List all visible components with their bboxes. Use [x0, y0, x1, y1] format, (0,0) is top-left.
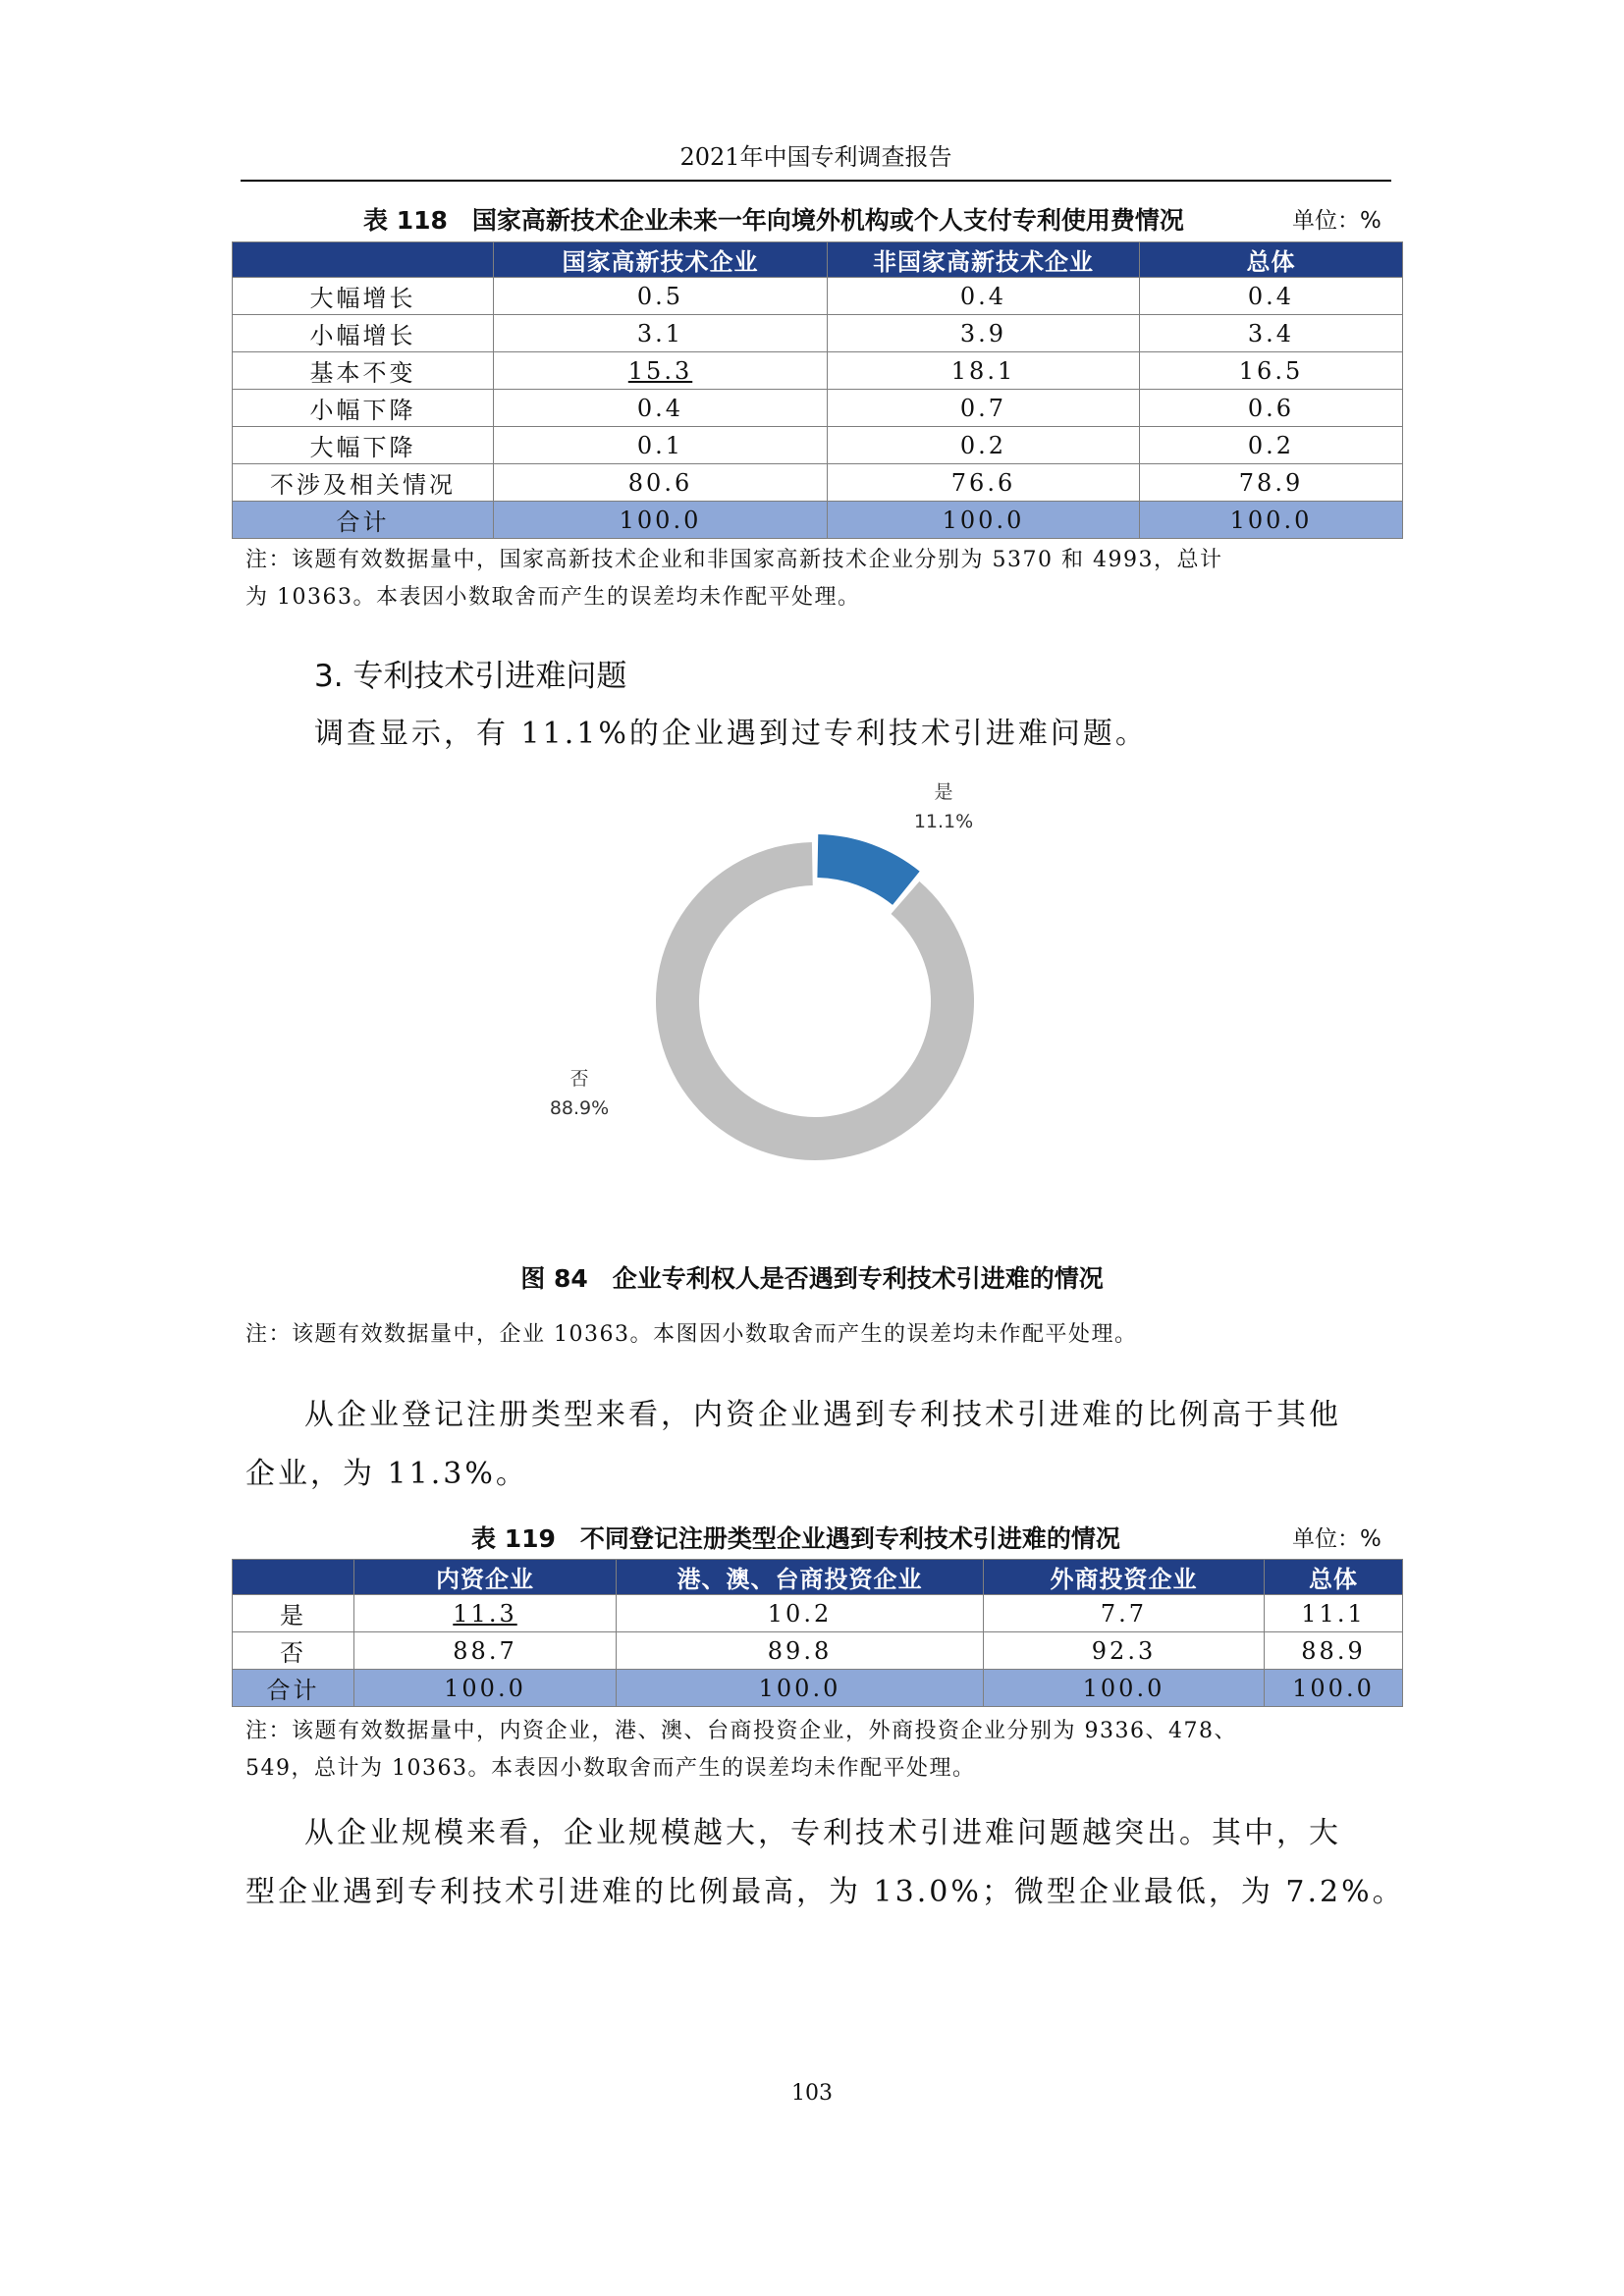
paragraph-enterprise-scale [245, 1804, 1404, 1922]
note-line: 为 10363。本表因小数取舍而产生的误差均未作配平处理。 [245, 585, 861, 610]
cell: 0.6 [1140, 390, 1403, 427]
table-118-col-2: 非国家高新技术企业 [828, 242, 1140, 278]
table-119-col-4: 总体 [1265, 1560, 1403, 1595]
table-118-col-3: 总体 [1140, 242, 1403, 278]
section-title: 3. 专利技术引进难问题 [314, 659, 627, 694]
table-118 [232, 241, 1403, 539]
cell: 100.0 [617, 1670, 984, 1707]
paragraph-line: 型企业遇到专利技术引进难的比例最高，为 13.0%；微型企业最低，为 7.2%。 [245, 1875, 1405, 1909]
cell: 92.3 [984, 1632, 1265, 1670]
figure-note: 注：该题有效数据量中，企业 10363。本图因小数取舍而产生的误差均未作配平处理。 [245, 1322, 1138, 1347]
table-row [233, 352, 1403, 390]
cell: 0.2 [828, 427, 1140, 464]
table-119-col-0 [233, 1560, 354, 1595]
table-row [233, 427, 1403, 464]
cell-underlined [354, 1595, 617, 1632]
header-rule [241, 180, 1391, 182]
table-row [233, 278, 1403, 315]
slice-value-no: 88.9% [549, 1097, 610, 1119]
cell: 0.7 [828, 390, 1140, 427]
cell: 0.1 [494, 427, 828, 464]
row-label: 基本不变 [233, 352, 494, 390]
table-119-col-1: 内资企业 [354, 1560, 617, 1595]
cell: 3.1 [494, 315, 828, 352]
donut-slice-no [656, 842, 974, 1160]
cell: 89.8 [617, 1632, 984, 1670]
row-label: 大幅增长 [233, 278, 494, 315]
cell: 18.1 [828, 352, 1140, 390]
cell: 100.0 [494, 502, 828, 539]
cell: 0.4 [828, 278, 1140, 315]
table-row [233, 464, 1403, 502]
table-119 [232, 1559, 1403, 1707]
table-119-header-row [233, 1560, 1403, 1595]
table-119-unit: 单位：% [1292, 1526, 1381, 1552]
cell: 78.9 [1140, 464, 1403, 502]
cell: 100.0 [1140, 502, 1403, 539]
cell: 3.4 [1140, 315, 1403, 352]
cell: 0.2 [1140, 427, 1403, 464]
paragraph-registration-type [245, 1386, 1404, 1504]
cell: 100.0 [354, 1670, 617, 1707]
cell: 76.6 [828, 464, 1140, 502]
table-row [233, 1632, 1403, 1670]
table-118-col-0 [233, 242, 494, 278]
row-label: 小幅下降 [233, 390, 494, 427]
cell: 100.0 [984, 1670, 1265, 1707]
cell: 16.5 [1140, 352, 1403, 390]
paragraph-line: 从企业规模来看，企业规模越大，专利技术引进难问题越突出。其中，大 [304, 1816, 1341, 1850]
page-number: 103 [791, 2081, 833, 2106]
slice-label-no: 否 [569, 1068, 589, 1090]
note-line: 注：该题有效数据量中，内资企业，港、澳、台商投资企业，外商投资企业分别为 9336、478、 [245, 1719, 1237, 1743]
cell: 0.4 [494, 390, 828, 427]
cell: 0.5 [494, 278, 828, 315]
page-header: 2021年中国专利调查报告 [679, 143, 952, 171]
row-label: 大幅下降 [233, 427, 494, 464]
table-row [233, 315, 1403, 352]
table-118-unit: 单位：% [1292, 208, 1381, 234]
paragraph-line: 企业，为 11.3%。 [245, 1457, 528, 1491]
slice-label-yes: 是 [934, 781, 953, 803]
note-line: 549，总计为 10363。本表因小数取舍而产生的误差均未作配平处理。 [245, 1756, 976, 1781]
table-row [233, 390, 1403, 427]
table-119-col-2: 港、澳、台商投资企业 [617, 1560, 984, 1595]
paragraph-line: 从企业登记注册类型来看，内资企业遇到专利技术引进难的比例高于其他 [304, 1398, 1341, 1432]
slice-value-yes: 11.1% [913, 811, 974, 832]
total-label: 合计 [233, 502, 494, 539]
table-118-note [245, 542, 1404, 616]
cell: 100.0 [1265, 1670, 1403, 1707]
total-label: 合计 [233, 1670, 354, 1707]
cell: 7.7 [984, 1595, 1265, 1632]
cell: 100.0 [828, 502, 1140, 539]
table-118-col-1: 国家高新技术企业 [494, 242, 828, 278]
table-total-row [233, 1670, 1403, 1707]
cell-underlined [494, 352, 828, 390]
cell-value: 15.3 [627, 356, 693, 385]
table-119-note [245, 1713, 1414, 1788]
cell: 88.7 [354, 1632, 617, 1670]
donut-chart [511, 766, 1119, 1178]
row-label: 不涉及相关情况 [233, 464, 494, 502]
cell: 10.2 [617, 1595, 984, 1632]
row-label: 小幅增长 [233, 315, 494, 352]
table-row [233, 1595, 1403, 1632]
section-intro: 调查显示，有 11.1%的企业遇到过专利技术引进难问题。 [314, 717, 1148, 751]
row-label: 是 [233, 1595, 354, 1632]
cell-value: 11.3 [453, 1599, 517, 1628]
table-118-header-row [233, 242, 1403, 278]
figure-caption: 图 84 企业专利权人是否遇到专利技术引进难的情况 [520, 1264, 1104, 1293]
table-118-caption: 表 118 国家高新技术企业未来一年向境外机构或个人支付专利使用费情况 [363, 206, 1184, 235]
table-119-caption: 表 119 不同登记注册类型企业遇到专利技术引进难的情况 [471, 1524, 1120, 1553]
cell: 0.4 [1140, 278, 1403, 315]
table-119-col-3: 外商投资企业 [984, 1560, 1265, 1595]
cell: 80.6 [494, 464, 828, 502]
row-label: 否 [233, 1632, 354, 1670]
donut-slice-yes [817, 834, 919, 905]
cell: 3.9 [828, 315, 1140, 352]
note-line: 注：该题有效数据量中，国家高新技术企业和非国家高新技术企业分别为 5370 和 4993，总计 [245, 548, 1223, 572]
cell: 88.9 [1265, 1632, 1403, 1670]
cell: 11.1 [1265, 1595, 1403, 1632]
table-total-row [233, 502, 1403, 539]
